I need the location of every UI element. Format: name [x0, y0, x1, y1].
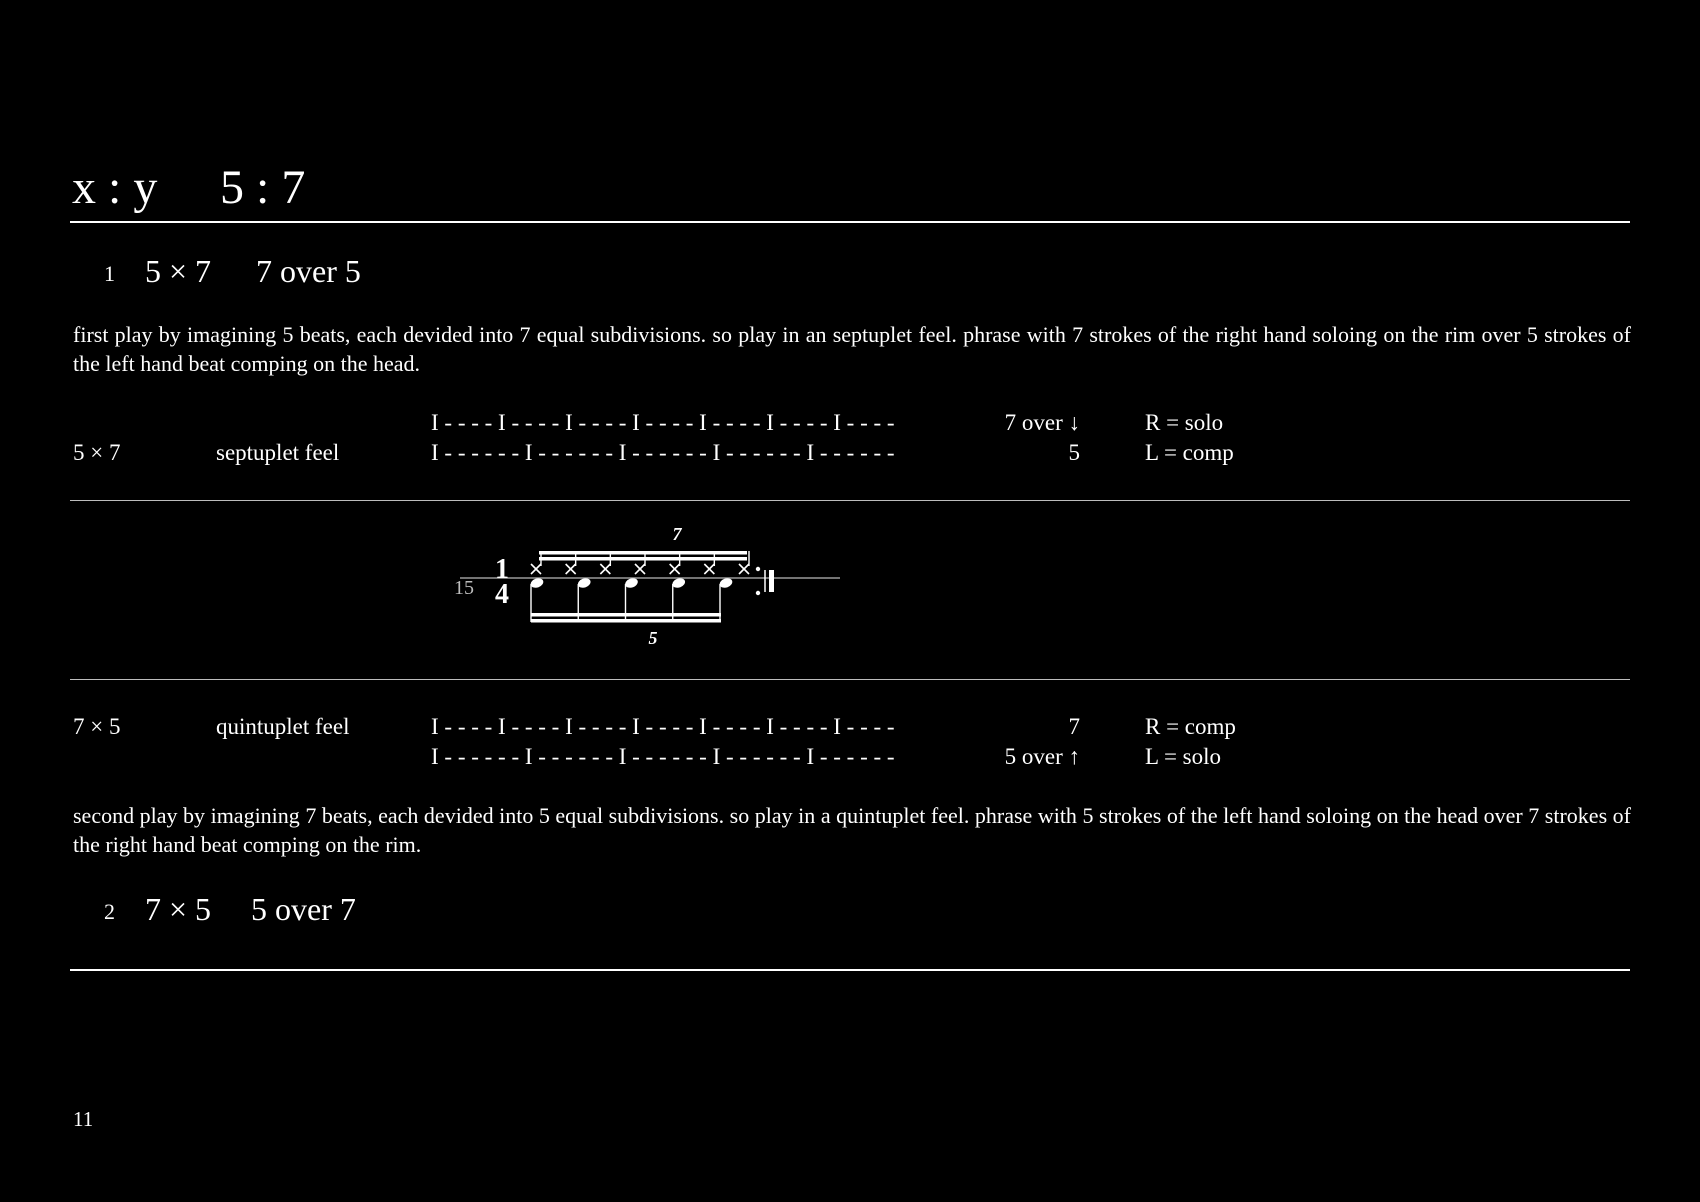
section2-grid-top: I - - - - I - - - - I - - - - I - - - - I - - - - I - - - - I - - - -: [431, 714, 895, 739]
repeat-dot-bottom: [756, 591, 760, 595]
upper-beam-1: [539, 551, 747, 555]
time-sig-bottom: 4: [495, 579, 509, 610]
section2-feel-name: quintuplet feel: [216, 714, 350, 739]
filled-notehead: [718, 577, 733, 622]
section1-feel-product: 5 × 7: [73, 440, 121, 465]
notation-bottom-rule: [70, 679, 1630, 680]
section1-phrase: 7 over 5: [256, 253, 361, 289]
section2-product: 7 × 5: [145, 891, 212, 927]
ratio-value: 5 : 7: [220, 161, 306, 214]
section1-count-bottom: 5: [1068, 440, 1080, 465]
notation-top-rule: [70, 500, 1630, 501]
section1-description: first play by imagining 5 beats, each devided into 7 equal subdivisions. so play in an septuplet feel. phrase with 7 strokes of the right hand soloing on the rim over 5 strokes of the left hand beat comping on the head.: [73, 322, 1631, 376]
section2-number: 2: [104, 899, 115, 924]
section2-count-bottom: 5 over ↑: [1004, 744, 1080, 769]
section1-product: 5 × 7: [145, 253, 212, 289]
section1-feel-name: septuplet feel: [216, 440, 340, 465]
time-sig-top: 1: [495, 554, 509, 585]
header-rule: [70, 221, 1630, 223]
section2-phrase: 5 over 7: [251, 891, 356, 927]
section2-hand-bottom: L = solo: [1145, 744, 1222, 769]
section1-number: 1: [104, 261, 115, 286]
tuplet-bottom-number: 5: [648, 628, 658, 648]
section2-hand-top: R = comp: [1145, 714, 1236, 739]
ratio-label: x : y: [72, 161, 158, 214]
section1-grid-bottom: I - - - - - - I - - - - - - I - - - - - - I - - - - - - I - - - - - -: [431, 440, 895, 465]
measure-number: 15: [454, 577, 474, 599]
section1-grid-top: I - - - - I - - - - I - - - - I - - - - I - - - - I - - - - I - - - -: [431, 410, 895, 435]
section2-feel-product: 7 × 5: [73, 714, 121, 739]
page-number: 11: [73, 1107, 94, 1131]
section1-count-top: 7 over ↓: [1004, 410, 1080, 435]
section2-description: second play by imagining 7 beats, each devided into 5 equal subdivisions. so play in a quintuplet feel. phrase with 5 strokes of the left hand soloing on the head over 7 strokes of the right hand beat comping on the rim.: [73, 803, 1631, 857]
repeat-dot-top: [756, 567, 760, 571]
tuplet-top-number: 7: [672, 524, 682, 544]
footer-rule: [70, 969, 1630, 971]
upper-beam-2: [539, 557, 747, 561]
section2-count-top: 7: [1068, 714, 1080, 739]
section1-hand-top: R = solo: [1145, 410, 1224, 435]
rhythm-notation: [440, 520, 860, 655]
section1-hand-bottom: L = comp: [1145, 440, 1234, 465]
section2-grid-bottom: I - - - - - - I - - - - - - I - - - - - - I - - - - - - I - - - - - -: [431, 744, 895, 769]
bar-line-thick: [769, 570, 774, 592]
